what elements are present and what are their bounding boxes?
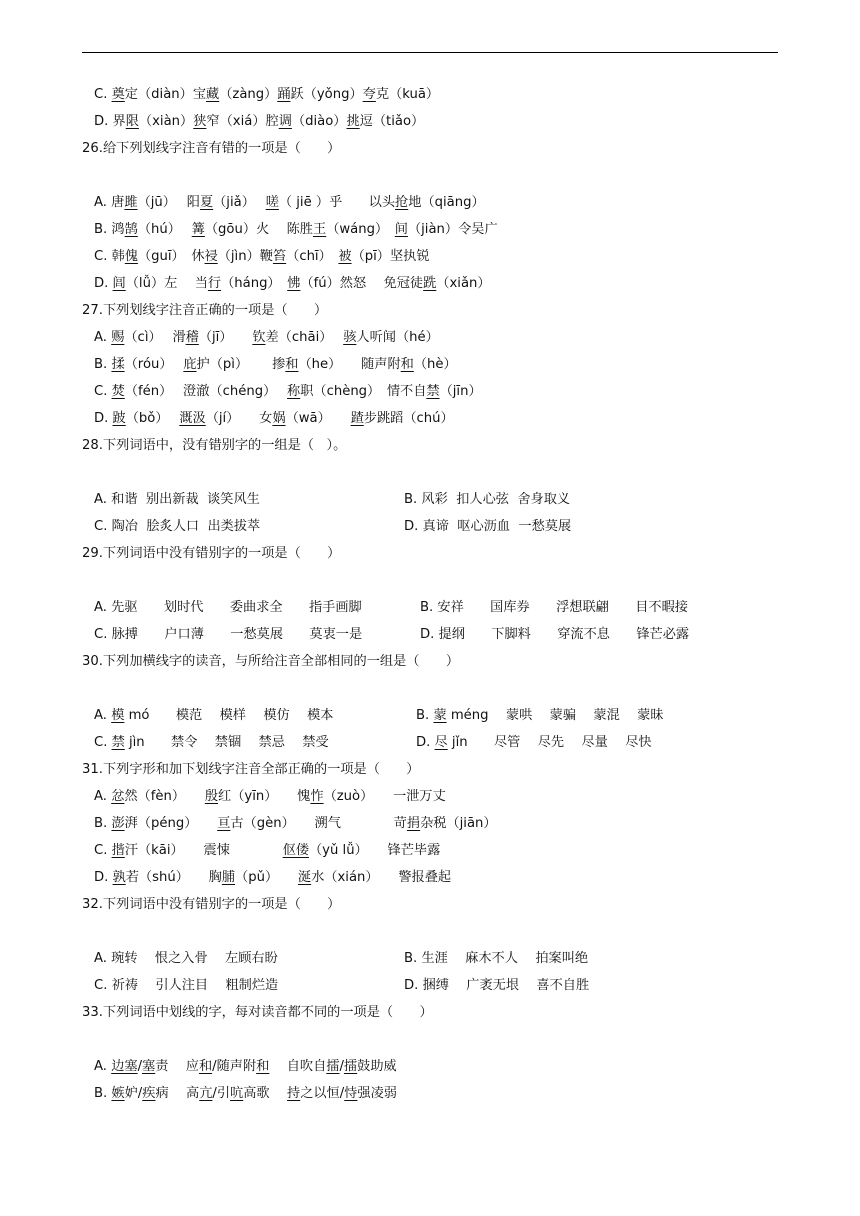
underlined-char: 嫉 xyxy=(111,1086,125,1101)
q32-stem: 32.下列词语中没有错别字的一项是（ ） xyxy=(82,897,341,912)
underlined-char: 闾 xyxy=(112,276,126,291)
underlined-char: 孰 xyxy=(112,870,126,885)
underlined-char: 亘 xyxy=(217,816,231,831)
q28-option-b: B. 风彩 扣人心弦 舍身取义 xyxy=(404,492,571,507)
underlined-char: 涎 xyxy=(297,870,312,885)
underlined-char: 狭 xyxy=(193,114,207,129)
q33-option-a: A. 边塞/塞责 应和/随声附和 自吹自擂/擂鼓助威 xyxy=(94,1059,397,1074)
underlined-char: 塞 xyxy=(142,1059,156,1074)
underlined-char: 边塞 xyxy=(111,1059,138,1074)
q32-option-b: B. 生涯 麻木不人 拍案叫绝 xyxy=(404,951,589,966)
underlined-char: 脯 xyxy=(221,870,236,885)
q29-option-c: C. 脉搏 户口薄 一愁莫展 莫衷一是 xyxy=(94,627,363,642)
underlined-char: 禁 xyxy=(111,735,125,750)
underlined-char: 雎 xyxy=(124,195,138,210)
underlined-char: 和 xyxy=(400,357,414,372)
underlined-char: 和 xyxy=(256,1059,270,1074)
q26-option-c: C. 韩傀（guī） 休祲（jìn）鞭笞（chī） 被（pī）坚执锐 xyxy=(94,249,430,264)
underlined-char: 伛偻 xyxy=(282,843,309,858)
underlined-char: 调 xyxy=(278,114,292,129)
underlined-char: 殷 xyxy=(204,789,219,804)
underlined-char: 和 xyxy=(285,357,299,372)
underlined-char: 奠 xyxy=(111,87,125,102)
q27-option-c: C. 焚（fén） 澄澈（chéng） 称职（chèng） 情不自禁（jīn） xyxy=(94,384,482,399)
underlined-char: 持 xyxy=(287,1086,301,1101)
underlined-char: 擂 xyxy=(326,1059,340,1074)
underlined-char: 尽 xyxy=(434,735,448,750)
q25-option-d: D. 界限（xiàn）狭窄（xiá）腔调（diào）挑逗（tiǎo） xyxy=(94,114,425,129)
q26-option-a: A. 唐雎（jū） 阳夏（jiǎ） 嗟（ jiē ）乎 以头抢地（qiāng） xyxy=(94,195,485,210)
underlined-char: 焚 xyxy=(111,384,125,399)
q27-option-a: A. 赐（cì） 滑稽（jī） 钦差（chāi） 骇人听闻（hé） xyxy=(94,330,439,345)
q29-option-a: A. 先驱 划时代 委曲求全 指手画脚 xyxy=(94,600,362,615)
underlined-char: 擂 xyxy=(343,1059,358,1074)
underlined-char: 限 xyxy=(125,114,139,129)
underlined-char: 蒙 xyxy=(433,708,447,723)
q28-option-a: A. 和谐 别出新裁 谈笑风生 xyxy=(94,492,260,507)
underlined-char: 傀 xyxy=(124,249,138,264)
underlined-char: 蹅 xyxy=(350,411,364,426)
underlined-char: 忿 xyxy=(111,789,125,804)
q30-option-c: C. 禁 jìn 禁令 禁锢 禁忌 禁受 xyxy=(94,735,329,750)
underlined-char: 被 xyxy=(338,249,352,264)
underlined-char: 笞 xyxy=(272,249,287,264)
q27-stem: 27.下列划线字注音正确的一项是（ ） xyxy=(82,303,328,318)
underlined-char: 疾 xyxy=(142,1086,156,1101)
underlined-char: 夸 xyxy=(362,87,376,102)
underlined-char: 藏 xyxy=(206,87,220,102)
underlined-char: 亢 xyxy=(199,1086,213,1101)
q30-stem: 30.下列加横线字的读音，与所给注音全部相同的一组是（ ） xyxy=(82,654,460,669)
underlined-char: 嗟 xyxy=(265,195,279,210)
q29-option-b: B. 安祥 国库券 浮想联翩 目不暇接 xyxy=(420,600,688,615)
underlined-char: 跣 xyxy=(423,276,437,291)
underlined-char: 踊 xyxy=(277,87,291,102)
underlined-char: 恃 xyxy=(344,1086,358,1101)
underlined-char: 捐 xyxy=(406,816,421,831)
underlined-char: 吭 xyxy=(230,1086,244,1101)
underlined-char: 王 xyxy=(313,222,327,237)
underlined-char: 篝 xyxy=(191,222,205,237)
underlined-char: 揩 xyxy=(111,843,125,858)
underlined-char: 间 xyxy=(394,222,408,237)
underlined-char: 行 xyxy=(207,276,222,291)
underlined-char: 揉 xyxy=(111,357,125,372)
q26-stem: 26.给下列划线字注音有错的一项是（ ） xyxy=(82,141,341,156)
underlined-char: 怫 xyxy=(287,276,301,291)
q29-stem: 29.下列词语中没有错别字的一项是（ ） xyxy=(82,546,341,561)
q26-option-b: B. 鸿鹄（hú） 篝（gōu）火 陈胜王（wáng） 间（jiàn）令吴广 xyxy=(94,222,498,237)
underlined-char: 怍 xyxy=(310,789,324,804)
q33-option-b: B. 嫉妒/疾病 高亢/引吭高歌 持之以恒/恃强凌弱 xyxy=(94,1086,397,1101)
underlined-char: 溉 xyxy=(179,411,193,426)
q31-option-b: B. 澎湃（péng） 亘古（gèn） 溯气 苛捐杂税（jiān） xyxy=(94,816,497,831)
underlined-char: 称 xyxy=(287,384,301,399)
q28-stem: 28.下列词语中，没有错别字的一组是（ ）。 xyxy=(82,438,347,453)
q29-option-d: D. 提纲 下脚料 穿流不息 锋芒必露 xyxy=(420,627,690,642)
q30-option-d: D. 尽 jǐn 尽管 尽先 尽量 尽快 xyxy=(416,735,652,750)
underlined-char: 庇 xyxy=(183,357,197,372)
q31-option-d: D. 孰若（shú） 胸脯（pǔ） 涎水（xián） 警报叠起 xyxy=(94,870,452,885)
underlined-char: 汲 xyxy=(192,411,206,426)
q30-option-b: B. 蒙 méng 蒙哄 蒙骗 蒙混 蒙昧 xyxy=(416,708,664,723)
underlined-char: 钦 xyxy=(252,330,266,345)
q28-option-d: D. 真谛 呕心沥血 一愁莫展 xyxy=(404,519,572,534)
underlined-char: 夏 xyxy=(199,195,214,210)
q32-option-a: A. 琬转 恨之入骨 左顾右盼 xyxy=(94,951,278,966)
q30-option-a: A. 模 mó 模范 模样 模仿 模本 xyxy=(94,708,334,723)
q31-option-c: C. 揩汗（kāi） 震悚 伛偻（yǔ lǚ） 锋芒毕露 xyxy=(94,843,441,858)
q31-option-a: A. 忿然（fèn） 殷红（yīn） 愧怍（zuò） 一泄万丈 xyxy=(94,789,446,804)
q31-stem: 31.下列字形和加下划线字注音全部正确的一项是（ ） xyxy=(82,762,420,777)
underlined-char: 抢 xyxy=(395,195,409,210)
underlined-char: 挑 xyxy=(346,114,360,129)
header-rule xyxy=(82,52,778,53)
q32-option-c: C. 祈祷 引人注目 粗制烂造 xyxy=(94,978,279,993)
underlined-char: 鹄 xyxy=(124,222,138,237)
q25-option-c: C. 奠定（diàn）宝藏（zàng）踊跃（yǒng）夸克（kuā） xyxy=(94,87,440,102)
underlined-char: 跛 xyxy=(112,411,126,426)
underlined-char: 赐 xyxy=(111,330,125,345)
underlined-char: 娲 xyxy=(272,411,286,426)
underlined-char: 骇 xyxy=(343,330,357,345)
q27-option-b: B. 揉（róu） 庇护（pì） 掺和（he） 随声附和（hè） xyxy=(94,357,457,372)
underlined-char: 禁 xyxy=(426,384,440,399)
q32-option-d: D. 捆缚 广袤无垠 喜不自胜 xyxy=(404,978,590,993)
q26-option-d: D. 闾（lǚ）左 当行（háng） 怫（fú）然怒 免冠徒跣（xiǎn） xyxy=(94,276,491,291)
q33-stem: 33.下列词语中划线的字，每对读音都不同的一项是（ ） xyxy=(82,1005,433,1020)
underlined-char: 祲 xyxy=(204,249,218,264)
underlined-char: 澎 xyxy=(111,816,125,831)
q27-option-d: D. 跛（bǒ） 溉汲（jí） 女娲（wā） 蹅步跳蹈（chú） xyxy=(94,411,454,426)
underlined-char: 和 xyxy=(198,1059,213,1074)
underlined-char: 稽 xyxy=(185,330,199,345)
q28-option-c: C. 陶冶 脍炙人口 出类拔萃 xyxy=(94,519,261,534)
underlined-char: 模 xyxy=(111,708,125,723)
